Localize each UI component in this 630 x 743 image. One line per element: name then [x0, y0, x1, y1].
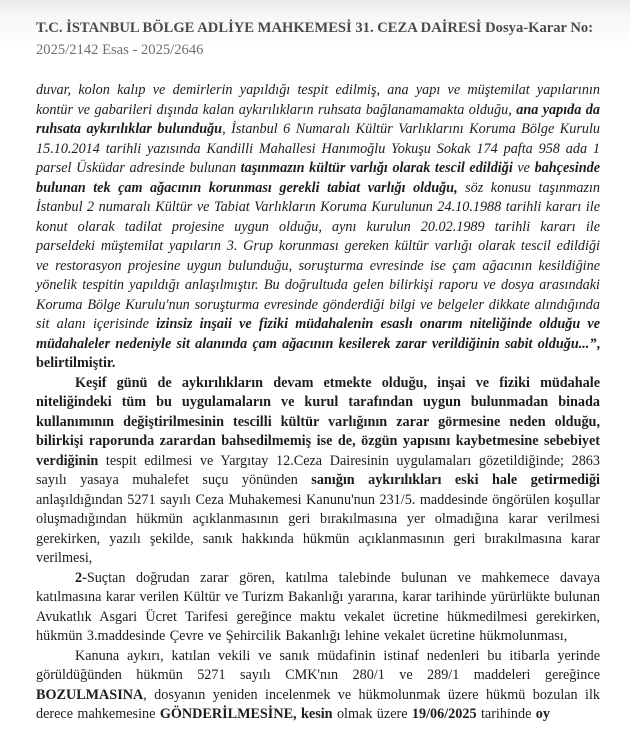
text-run: oy	[535, 706, 550, 722]
text-run: taşınmazın kültür varlığı olarak tescil edildiği	[240, 160, 513, 176]
text-run: T.C. İSTANBUL BÖLGE ADLİYE MAHKEMESİ 31. CEZA DAİRESİ	[36, 20, 486, 36]
document-header	[36, 17, 600, 61]
text-run: kesin	[301, 706, 333, 722]
text-run: sanığın aykırılıkları eski hale getirmediği	[311, 472, 600, 488]
decision-body	[36, 81, 600, 725]
text-run: duvar, kolon kalıp ve demirlerin yapıldığı tespit edilmiş, ana yapı ve müştemilat yapılarının kontür ve gabarileri dışında kalan aykırılıkların ruhsata bağlanamamakta olduğu,	[36, 82, 600, 118]
text-run: bahçesinde bulunan tek çam ağacının korunması gerekli tabiat varlığı olduğu,	[36, 160, 600, 196]
text-run: , İstanbul 6 Numaralı Kültür Varlıklarını Koruma Bölge Kurulu 15.10.2014 tarihli yazısında Kandilli Mahallesi Hanımoğlu Yokuşu Sokak 174 pafta 958 ada 1 parsel Üsküdar adresinde bulunan	[36, 121, 600, 176]
text-run: Keşif günü de aykırılıkların devam etmekte olduğu, inşai ve fiziki müdahale niteliğindeki tüm bu uygulamaların ve kurul tarafından uygun bulunmadan binada kullanımının değiştirilmesinin tescilli kültür varlığının zarar görmesine neden olduğu, bilirkişi raporunda zarardan bahsedilmemiş ise de, özgün yapısını kaybetmesine sebebiyet verdiğinin	[36, 374, 600, 469]
text-run: 19/06/2025	[411, 706, 477, 722]
text-run: BOZULMASINA	[36, 686, 144, 703]
text-run: izinsiz inşaii ve fiziki müdahalenin esaslı onarım niteliğinde olduğu ve müdahaleler nedeniyle sit alanında çam ağacının kesilerek zarar verildiğinin sabit olduğu...”	[36, 316, 600, 352]
text-run: tarihinde	[476, 706, 536, 722]
text-run: 2-	[75, 569, 87, 586]
text-run: tespit edilmesi ve Yargıtay 12.Ceza Dairesinin uygulamaları gözetildiğinde; 2863 sayılı yasaya muhalefet suçu yönünden	[36, 452, 600, 488]
quoted-expert-report-paragraph	[36, 81, 600, 374]
text-run: anlaşıldığından 5271 sayılı Ceza Muhakemesi Kanunu'nun 231/5. maddesinde öngörülen koşullar oluşmadığından hükmün açıklanmasının geri bırakılmasına yer olmadığına karar verilmesi gerekirken, yazılı şekilde, sanık hakkında hükmün açıklanmasının geri bırakılmasına karar verilmesi,	[36, 491, 600, 566]
text-run: , dosyanın yeniden incelenmek ve hükmolunmak üzere hükmü bozulan ilk derece mahkemesine	[36, 686, 600, 722]
text-run: GÖNDERİLMESİNE,	[159, 706, 297, 722]
text-run: ana yapıda da ruhsata aykırılıklar bulunduğu	[36, 101, 600, 137]
text-run: olmak üzere	[332, 706, 412, 722]
text-run: Kanuna aykırı, katılan vekili ve sanık müdafinin istinaf nedenleri bu itibarla yerinde görüldüğünden hükmün 5271 sayılı CMK'nın 280/1 ve 289/1 maddeleri gereğince	[36, 647, 600, 683]
conclusion-paragraph	[36, 647, 600, 725]
text-run: 2025/2142 Esas - 2025/2646	[36, 42, 204, 58]
text-run: Suçtan doğrudan zarar gören, katılma talebinde bulunan ve mahkemece davaya katılmasına karar verilen Kültür ve Turizm Bakanlığı yararına, karar tarihinde yürürlükte bulunan Avukatlık Asgari Ücret Tarifesi gereğince maktu vekalet ücretine hükmedilmesi gerekirken, hükmün 3.maddesinde Çevre ve Şehircilik Bakanlığı lehine vekalet ücretine hükmolunması,	[36, 569, 600, 644]
text-run: Dosya-Karar No:	[485, 20, 594, 36]
item-2-paragraph	[36, 569, 600, 647]
text-run: ve	[512, 160, 535, 176]
finding-paragraph	[36, 374, 600, 569]
text-run: , belirtilmiştir.	[36, 335, 600, 371]
text-run: söz konusu taşınmazın İstanbul 2 numaralı Kültür ve Tabiat Varlıkların Koruma Kurulunun 24.10.1988 tarihli kararı ile konut olarak tadilat projesine uygun olduğu, aynı kurulun 20.02.1989 tarihli kararı ile parseldeki müştemilat yapıların 3. Grup korunması gereken kültür varlığı olarak tescil edildiği ve restorasyon projesine uygun bulunduğu, soruşturma evresinde ise çam ağacının kesildiğine yönelik tespitin yapıldığı anlaşılmıştır. Bu doğrultuda gelen bilirkişi raporu ve dosya arasındaki Koruma Bölge Kurulu'nun soruşturma evresinde gönderdiği bilgi ve belgeler dikkate alındığında sit alanı içerisinde	[36, 179, 601, 332]
